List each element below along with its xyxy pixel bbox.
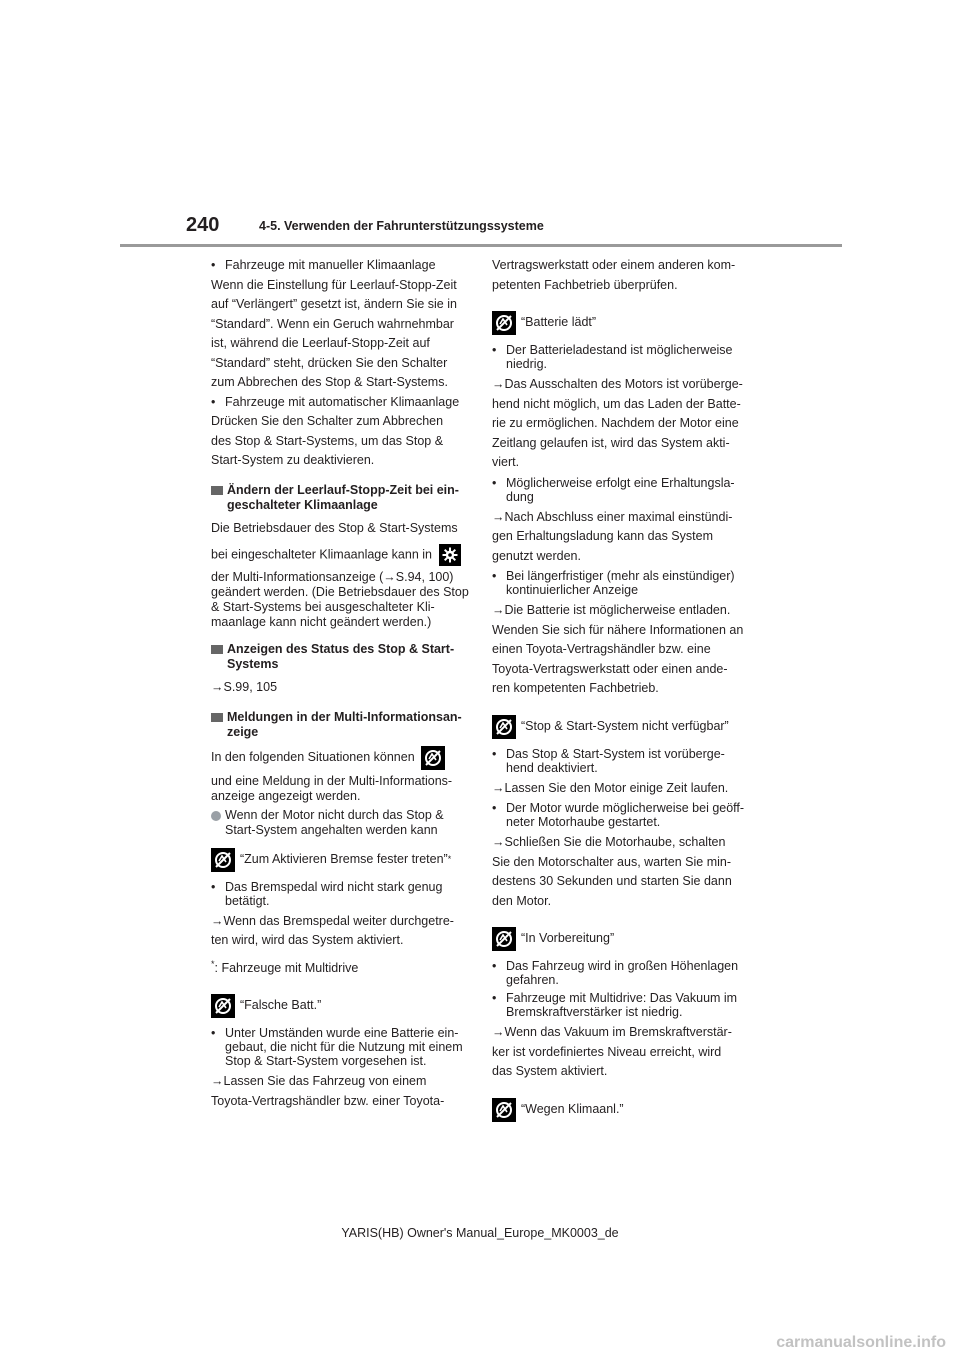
chapter-title: 4-5. Verwenden der Fahrunterstützungssysteme [259,219,544,233]
paragraph: →Schließen Sie die Motorhaube, schalten Sie den Motorschalter aus, warten Sie min- destens 30 Sekunden und starten Sie dann den Motor. [492,835,732,908]
gear-icon [439,544,461,566]
paragraph: Vertragswerkstatt oder einem anderen kom- petenten Fachbetrieb überprüfen. [492,258,736,292]
left-column [211,256,469,1111]
stop-start-off-icon [492,311,516,335]
bullet-item: • Der Batterieladestand ist möglicherweise niedrig. [492,343,733,371]
page-number: 240 [186,214,220,236]
paragraph: →Lassen Sie den Motor einige Zeit laufen. [492,780,729,795]
paragraph: →Das Ausschalten des Motors ist vorüberge- hend nicht möglich, um das Laden der Batte- rie zu ermöglichen. Nachdem der Motor eine Zeitlang gelaufen ist, wird das System akti- viert. [492,377,743,469]
section-heading: Meldungen in der Multi-Informationsan-zeige [211,710,469,740]
paragraph: →Lassen Sie das Fahrzeug von einem Toyota-Vertragshändler bzw. einer Toyota- [211,1074,445,1108]
watermark: carmanualsonline.info [776,1334,946,1351]
stop-start-off-icon [492,715,516,739]
message-entry: “In Vorbereitung” [492,927,750,951]
message-entry: “Stop & Start-System nicht verfügbar” [492,715,750,739]
stop-start-off-icon [211,994,235,1018]
paragraph: →Nach Abschluss einer maximal einstündi- gen Erhaltungsladung kann das System genutzt werden. [492,509,733,563]
paragraph: Wenn die Einstellung für Leerlauf-Stopp-Zeit auf “Verlängert” gesetzt ist, ändern Sie sie in “Standard”. Wenn ein Geruch wahrnehmbar ist, während die Leerlauf-Stopp-Zeit auf “Standard” steht, drücken Sie den Schalter zum Abbrechen des Stop & Start-Systems. [211,277,457,389]
bullet-item: • Das Fahrzeug wird in großen Höhenlagen gefahren. [492,959,739,987]
message-entry: “Batterie lädt” [492,311,750,335]
bullet-item: • Möglicherweise erfolgt eine Erhaltungsla-dung [492,475,735,504]
header-rule [120,244,842,247]
stop-start-off-icon [492,1098,516,1122]
paragraph: der Multi-Informationsanzeige (→S.94, 100) geändert werden. (Die Betriebsdauer des Stop & Start-Systems bei ausgeschalteter Kli-maanlage kann nicht geändert werden.) [211,570,469,629]
paragraph: bei eingeschalteter Klimaanlage kann in [211,544,469,566]
message-entry: “Zum Aktivieren Bremse fester treten” * [211,848,469,872]
paragraph: In den folgenden Situationen können [211,746,469,770]
bullet-item: • Unter Umständen wurde eine Batterie ein-gebaut, die nicht für die Nutzung mit einem Stop & Start-System vorgesehen ist. [211,1026,463,1069]
message-entry: “Falsche Batt.” [211,994,469,1018]
bullet-item: • Fahrzeuge mit manueller Klimaanlage [211,258,436,272]
paragraph: →Die Batterie ist möglicherweise entladen. Wenden Sie sich für nähere Informationen an einen Toyota-Vertragshändler bzw. eine Toyota-Vertragswerkstatt oder einen ande- ren kompetenten Fachbetrieb. [492,603,744,695]
bullet-item: • Fahrzeuge mit Multidrive: Das Vakuum im Bremskraftverstärker ist niedrig. [492,991,738,1019]
page-footer: YARIS(HB) Owner's Manual_Europe_MK0003_de [341,1226,619,1240]
list-item: Wenn der Motor nicht durch das Stop & Start-System angehalten werden kann [211,808,469,838]
section-heading: Anzeigen des Status des Stop & Start-Systems [211,642,469,672]
paragraph: →Wenn das Bremspedal weiter durchgetre- ten wird, wird das System aktiviert. [211,913,454,947]
bullet-item: • Bei längerfristiger (mehr als einstündiger) kontinuierlicher Anzeige [492,569,735,597]
paragraph: Die Betriebsdauer des Stop & Start-Systems [211,520,458,535]
stop-start-off-icon [492,927,516,951]
bullet-item: • Fahrzeuge mit automatischer Klimaanlage [211,394,460,409]
stop-start-off-icon [421,746,445,770]
right-column [492,256,750,1130]
bullet-item: • Das Bremspedal wird nicht stark genug betätigt. [211,879,443,908]
stop-start-off-icon [211,848,235,872]
footnote: *: Fahrzeuge mit Multidrive [211,958,359,975]
bullet-item: • Das Stop & Start-System ist vorüberge-hend deaktiviert. [492,746,725,775]
section-heading: Ändern der Leerlauf-Stopp-Zeit bei ein-geschalteter Klimaanlage [211,483,469,513]
paragraph: →Wenn das Vakuum im Bremskraftverstär- ker ist vordefiniertes Niveau erreicht, wird das System aktiviert. [492,1025,732,1078]
bullet-item: • Der Motor wurde möglicherweise bei geöff-neter Motorhaube gestartet. [492,801,745,829]
paragraph: Drücken Sie den Schalter zum Abbrechen des Stop & Start-Systems, um das Stop & Start-System zu deaktivieren. [211,414,444,467]
paragraph: und eine Meldung in der Multi-Informations-anzeige angezeigt werden. [211,773,453,803]
message-entry: “Wegen Klimaanl.” [492,1098,750,1122]
cross-reference: →S.99, 105 [211,680,278,694]
